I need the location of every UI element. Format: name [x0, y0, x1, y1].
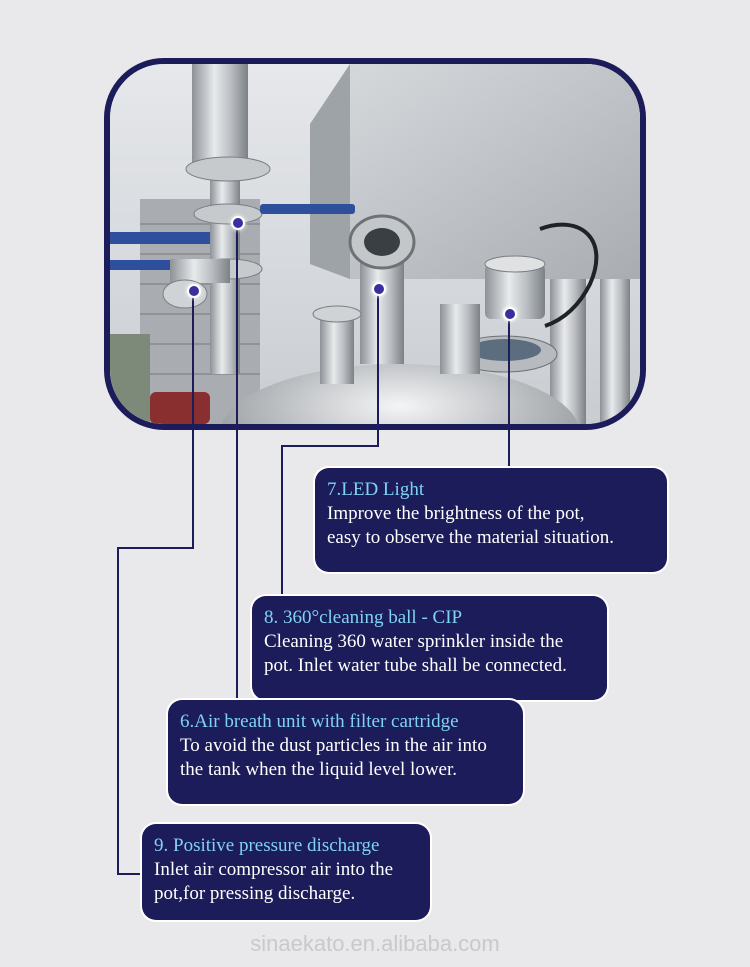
led-light-marker — [503, 307, 517, 321]
callout-led-light — [315, 468, 667, 572]
cip-marker — [372, 282, 386, 296]
callout-title: 7.LED Light — [327, 479, 425, 500]
callout-text-line: Cleaning 360 water sprinkler inside the — [264, 631, 564, 652]
callout-air-breath — [168, 700, 523, 804]
callout-cleaning-ball — [252, 596, 607, 700]
callout-text-line: easy to observe the material situation. — [327, 527, 615, 548]
callout-positive-pressure — [142, 824, 430, 920]
pressure-marker — [187, 284, 201, 298]
callout-text-line: pot. Inlet water tube shall be connected. — [264, 655, 567, 676]
watermark: sinaekato.en.alibaba.com — [250, 931, 500, 956]
callout-text-line: Improve the brightness of the pot, — [327, 503, 585, 524]
callout-text-line: Inlet air compressor air into the — [154, 859, 394, 880]
callout-title: 6.Air breath unit with filter cartridge — [180, 711, 459, 732]
callout-text-line: pot,for pressing discharge. — [154, 883, 356, 904]
callout-title: 9. Positive pressure discharge — [154, 835, 380, 856]
callout-text-line: the tank when the liquid level lower. — [180, 759, 458, 780]
air-breath-marker — [231, 216, 245, 230]
callout-title: 8. 360°cleaning ball - CIP — [264, 607, 463, 628]
callout-text-line: To avoid the dust particles in the air into — [180, 735, 487, 756]
